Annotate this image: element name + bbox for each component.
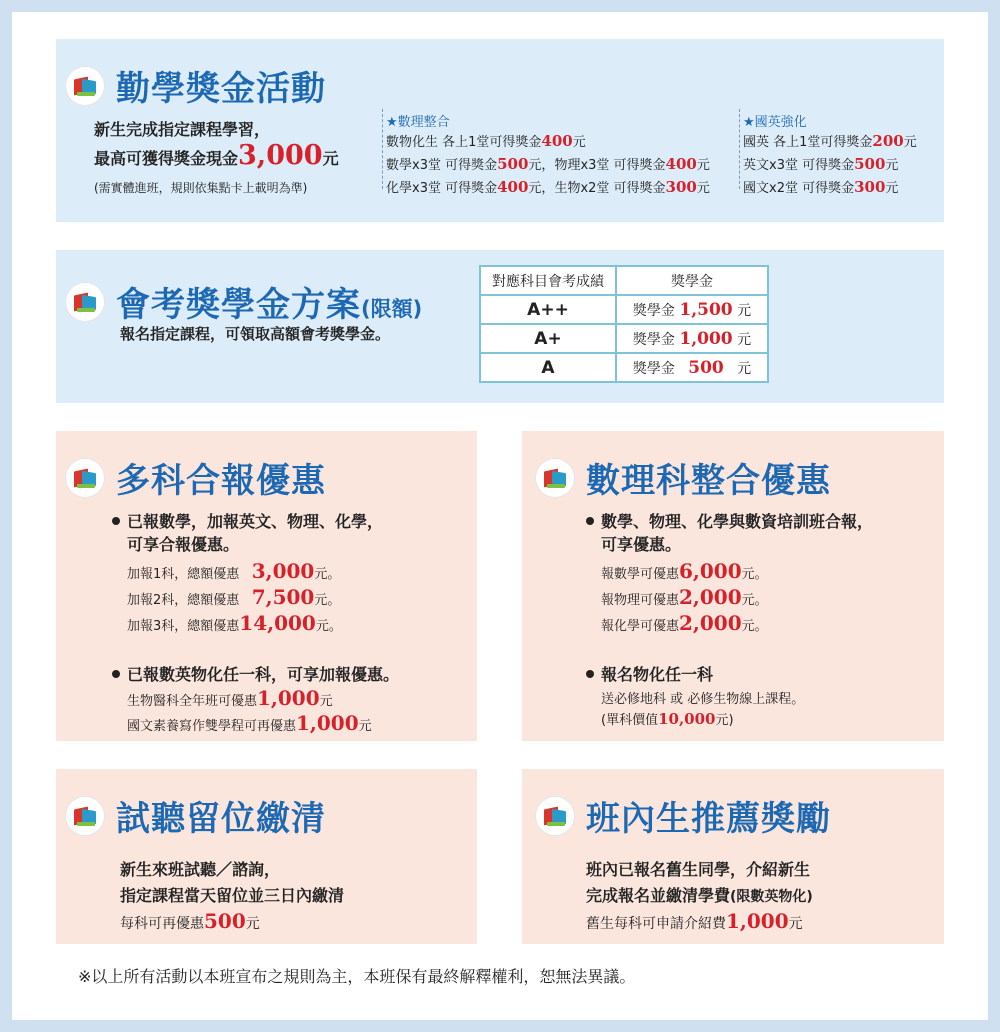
lang-row-2-unit: 元	[885, 158, 899, 173]
math-row-2-unit-b: 元	[696, 158, 710, 173]
table-cell-amount	[616, 295, 768, 324]
books-icon	[66, 459, 104, 497]
footer-disclaimer: ※以上所有活動以本班宣布之規則為主，本班保有最終解釋權利，恕無法異議。	[78, 967, 636, 986]
lang-row-3	[743, 177, 898, 196]
referral-title: 班內生推薦獎勵	[586, 799, 831, 839]
discount-label: 加報3科，總額優惠	[127, 619, 240, 634]
multi-discount-3	[127, 611, 342, 635]
referral-header	[536, 791, 831, 840]
referral-unit: 元	[788, 916, 803, 932]
math-heading: ★數理整合	[386, 115, 450, 130]
amount-value: 1,000	[679, 328, 733, 349]
math-row-2	[386, 154, 710, 173]
table-row	[480, 295, 768, 324]
table-cell-grade: A++	[480, 295, 616, 324]
trial-unit: 元	[245, 916, 260, 932]
table-header-row	[480, 266, 768, 295]
bullet-dot	[112, 670, 120, 678]
bullet-dot	[112, 517, 120, 525]
amount-value: 1,500	[679, 299, 733, 320]
divider-2	[739, 109, 740, 189]
table-cell-grade: A+	[480, 324, 616, 353]
study-bonus-line1: 新生完成指定課程學習，	[94, 120, 271, 139]
math-row-1-text: 數物化生 各上1堂可得獎金	[386, 135, 542, 150]
lang-row-2-amount: 500	[854, 155, 886, 173]
math-row-1-amount: 400	[541, 132, 573, 150]
math-row-2-unit-a: 元，	[528, 158, 555, 173]
table-cell-amount	[616, 353, 768, 382]
lang-row-3-amount: 300	[854, 178, 886, 196]
math-row-1-unit: 元	[572, 135, 586, 150]
multi-subject-bullet1-text: 已報數學，加報英文、物理、化學，	[127, 512, 384, 531]
exam-scholarship-title-text: 會考獎學金方案	[116, 285, 361, 325]
books-icon	[66, 67, 104, 105]
discount-amount: 14,000	[239, 611, 316, 635]
exam-scholarship-header	[66, 277, 422, 326]
math-row-3-text-a: 化學x3堂 可得獎金	[386, 181, 498, 196]
referral-line3	[586, 909, 803, 933]
lang-row-1-amount: 200	[872, 132, 904, 150]
math-row-2-text-b: 物理x3堂 可得獎金	[554, 158, 666, 173]
panel-multi-subject	[56, 431, 477, 741]
discount-amount: 6,000	[679, 559, 742, 583]
exam-scholarship-title-suffix: (限額)	[361, 297, 423, 321]
math-row-2-text-a: 數學x3堂 可得獎金	[386, 158, 498, 173]
math-row-3-unit-b: 元	[696, 181, 710, 196]
science-bundle-bullet1-text: 數學、物理、化學與數資培訓班合報，	[601, 512, 874, 531]
math-row-3-amount-a: 400	[497, 178, 529, 196]
bullet-dot	[586, 517, 594, 525]
extra-unit: 元	[358, 719, 372, 734]
science-bonus-line-b	[601, 709, 734, 728]
trial-reserve-title: 試聽留位繳清	[116, 799, 326, 839]
amount-unit: 元	[737, 331, 752, 348]
extra-label: 國文素養寫作雙學程可再優惠	[127, 719, 297, 734]
discount-label: 加報2科，總額優惠	[127, 593, 240, 608]
amount-label: 獎學金	[632, 302, 675, 319]
extra-amount: 1,000	[296, 711, 359, 735]
panel-trial-reserve	[56, 769, 477, 944]
math-row-3	[386, 177, 710, 196]
referral-amount: 1,000	[726, 909, 789, 933]
books-icon	[66, 283, 104, 321]
science-discount-2	[601, 585, 768, 609]
lang-row-2-text: 英文x3堂 可得獎金	[743, 158, 855, 173]
referral-line1: 班內已報名舊生同學，介紹新生	[586, 860, 811, 879]
multi-subject-header	[66, 453, 326, 502]
multi-subject-bullet2-text: 已報數英物化任一科，可享加報優惠。	[127, 665, 400, 684]
trial-line1: 新生來班試聽／諮詢，	[120, 860, 281, 879]
scholarship-table	[479, 265, 769, 383]
referral-line2-text: 完成報名並繳清學費	[586, 886, 731, 905]
science-discount-3	[601, 611, 768, 635]
discount-amount: 2,000	[679, 611, 742, 635]
trial-line2: 指定課程當天留位並三日內繳清	[120, 886, 345, 905]
amount-label: 獎學金	[632, 331, 675, 348]
page	[12, 12, 988, 1020]
lang-heading: ★國英強化	[743, 115, 807, 130]
multi-subject-bullet1	[112, 509, 383, 532]
exam-scholarship-title	[116, 277, 422, 326]
math-row-2-amount-b: 400	[665, 155, 697, 173]
discount-label: 報化學可優惠	[601, 619, 680, 634]
study-bonus-title: 勤學獎金活動	[116, 69, 326, 109]
multi-subject-title: 多科合報優惠	[116, 461, 326, 501]
trial-line3	[120, 909, 260, 933]
science-discount-1	[601, 559, 768, 583]
discount-unit: 元。	[314, 593, 341, 608]
discount-amount: 3,000	[251, 559, 315, 583]
science-bonus-post: 元)	[715, 713, 734, 728]
discount-amount: 2,000	[679, 585, 742, 609]
study-bonus-max-amount: 3,000	[238, 140, 323, 171]
science-bundle-header	[536, 453, 831, 502]
amount-unit: 元	[737, 360, 752, 377]
referral-line2-suffix: (限數英物化)	[730, 889, 813, 905]
multi-extra-1	[127, 686, 333, 710]
trial-line3-text: 每科可再優惠	[120, 916, 204, 932]
science-bundle-title: 數理科整合優惠	[586, 461, 831, 501]
referral-line2	[586, 883, 813, 906]
amount-value: 500	[688, 357, 724, 378]
study-bonus-line2-text: 最高可獲得獎金現金	[94, 149, 239, 168]
science-bonus-line-a: 送必修地科 或 必修生物線上課程。	[601, 692, 805, 707]
panel-exam-scholarship	[56, 250, 944, 403]
science-bonus-amount: 10,000	[658, 710, 716, 728]
multi-subject-bullet2	[112, 662, 399, 685]
discount-unit: 元。	[314, 567, 341, 582]
math-row-1	[386, 131, 586, 150]
lang-row-1	[743, 131, 917, 150]
discount-unit: 元。	[741, 567, 768, 582]
table-header-amount: 獎學金	[616, 266, 768, 295]
trial-reserve-header	[66, 791, 326, 840]
multi-subject-bullet1-line2: 可享合報優惠。	[127, 535, 240, 554]
discount-amount: 7,500	[251, 585, 315, 609]
discount-label: 報數學可優惠	[601, 567, 680, 582]
panel-referral	[522, 769, 944, 944]
multi-discount-1	[127, 559, 340, 583]
lang-row-1-unit: 元	[903, 135, 917, 150]
lang-row-2	[743, 154, 898, 173]
discount-label: 加報1科，總額優惠	[127, 567, 240, 582]
science-bundle-bullet2-text: 報名物化任一科	[601, 665, 714, 684]
math-row-3-amount-b: 300	[665, 178, 697, 196]
lang-row-3-text: 國文x2堂 可得獎金	[743, 181, 855, 196]
extra-unit: 元	[319, 694, 333, 709]
amount-label: 獎學金	[632, 360, 675, 377]
math-row-3-unit-a: 元，	[528, 181, 555, 196]
math-row-2-amount-a: 500	[497, 155, 529, 173]
table-cell-grade: A	[480, 353, 616, 382]
bullet-dot	[586, 670, 594, 678]
table-header-grade: 對應科目會考成績	[480, 266, 616, 295]
lang-row-3-unit: 元	[885, 181, 899, 196]
lang-row-1-text: 國英 各上1堂可得獎金	[743, 135, 873, 150]
science-bundle-bullet2	[586, 662, 713, 685]
science-bundle-bullet1	[586, 509, 873, 532]
exam-scholarship-desc: 報名指定課程，可領取高額會考獎學金。	[120, 325, 391, 343]
discount-unit: 元。	[741, 619, 768, 634]
trial-amount: 500	[204, 909, 246, 933]
table-row	[480, 324, 768, 353]
study-bonus-unit: 元	[322, 149, 339, 168]
referral-line3-text: 舊生每科可申請介紹費	[586, 916, 726, 932]
science-bundle-bullet1-line2: 可享優惠。	[601, 535, 682, 554]
books-icon	[536, 797, 574, 835]
study-bonus-line2	[94, 140, 339, 171]
amount-unit: 元	[737, 302, 752, 319]
multi-extra-2	[127, 711, 372, 735]
multi-discount-2	[127, 585, 340, 609]
science-bonus-pre: (單科價值	[601, 713, 659, 728]
extra-amount: 1,000	[257, 686, 320, 710]
divider-1	[382, 109, 383, 189]
study-bonus-note: (需實體進班，規則依集點卡上載明為準)	[94, 181, 308, 195]
table-row	[480, 353, 768, 382]
discount-unit: 元。	[315, 619, 342, 634]
books-icon	[66, 797, 104, 835]
discount-label: 報物理可優惠	[601, 593, 680, 608]
books-icon	[536, 459, 574, 497]
extra-label: 生物醫科全年班可優惠	[127, 694, 258, 709]
table-cell-amount	[616, 324, 768, 353]
panel-science-bundle	[522, 431, 944, 741]
panel-study-bonus	[56, 39, 944, 222]
math-row-3-text-b: 生物x2堂 可得獎金	[554, 181, 666, 196]
discount-unit: 元。	[741, 593, 768, 608]
study-bonus-header	[66, 61, 326, 110]
